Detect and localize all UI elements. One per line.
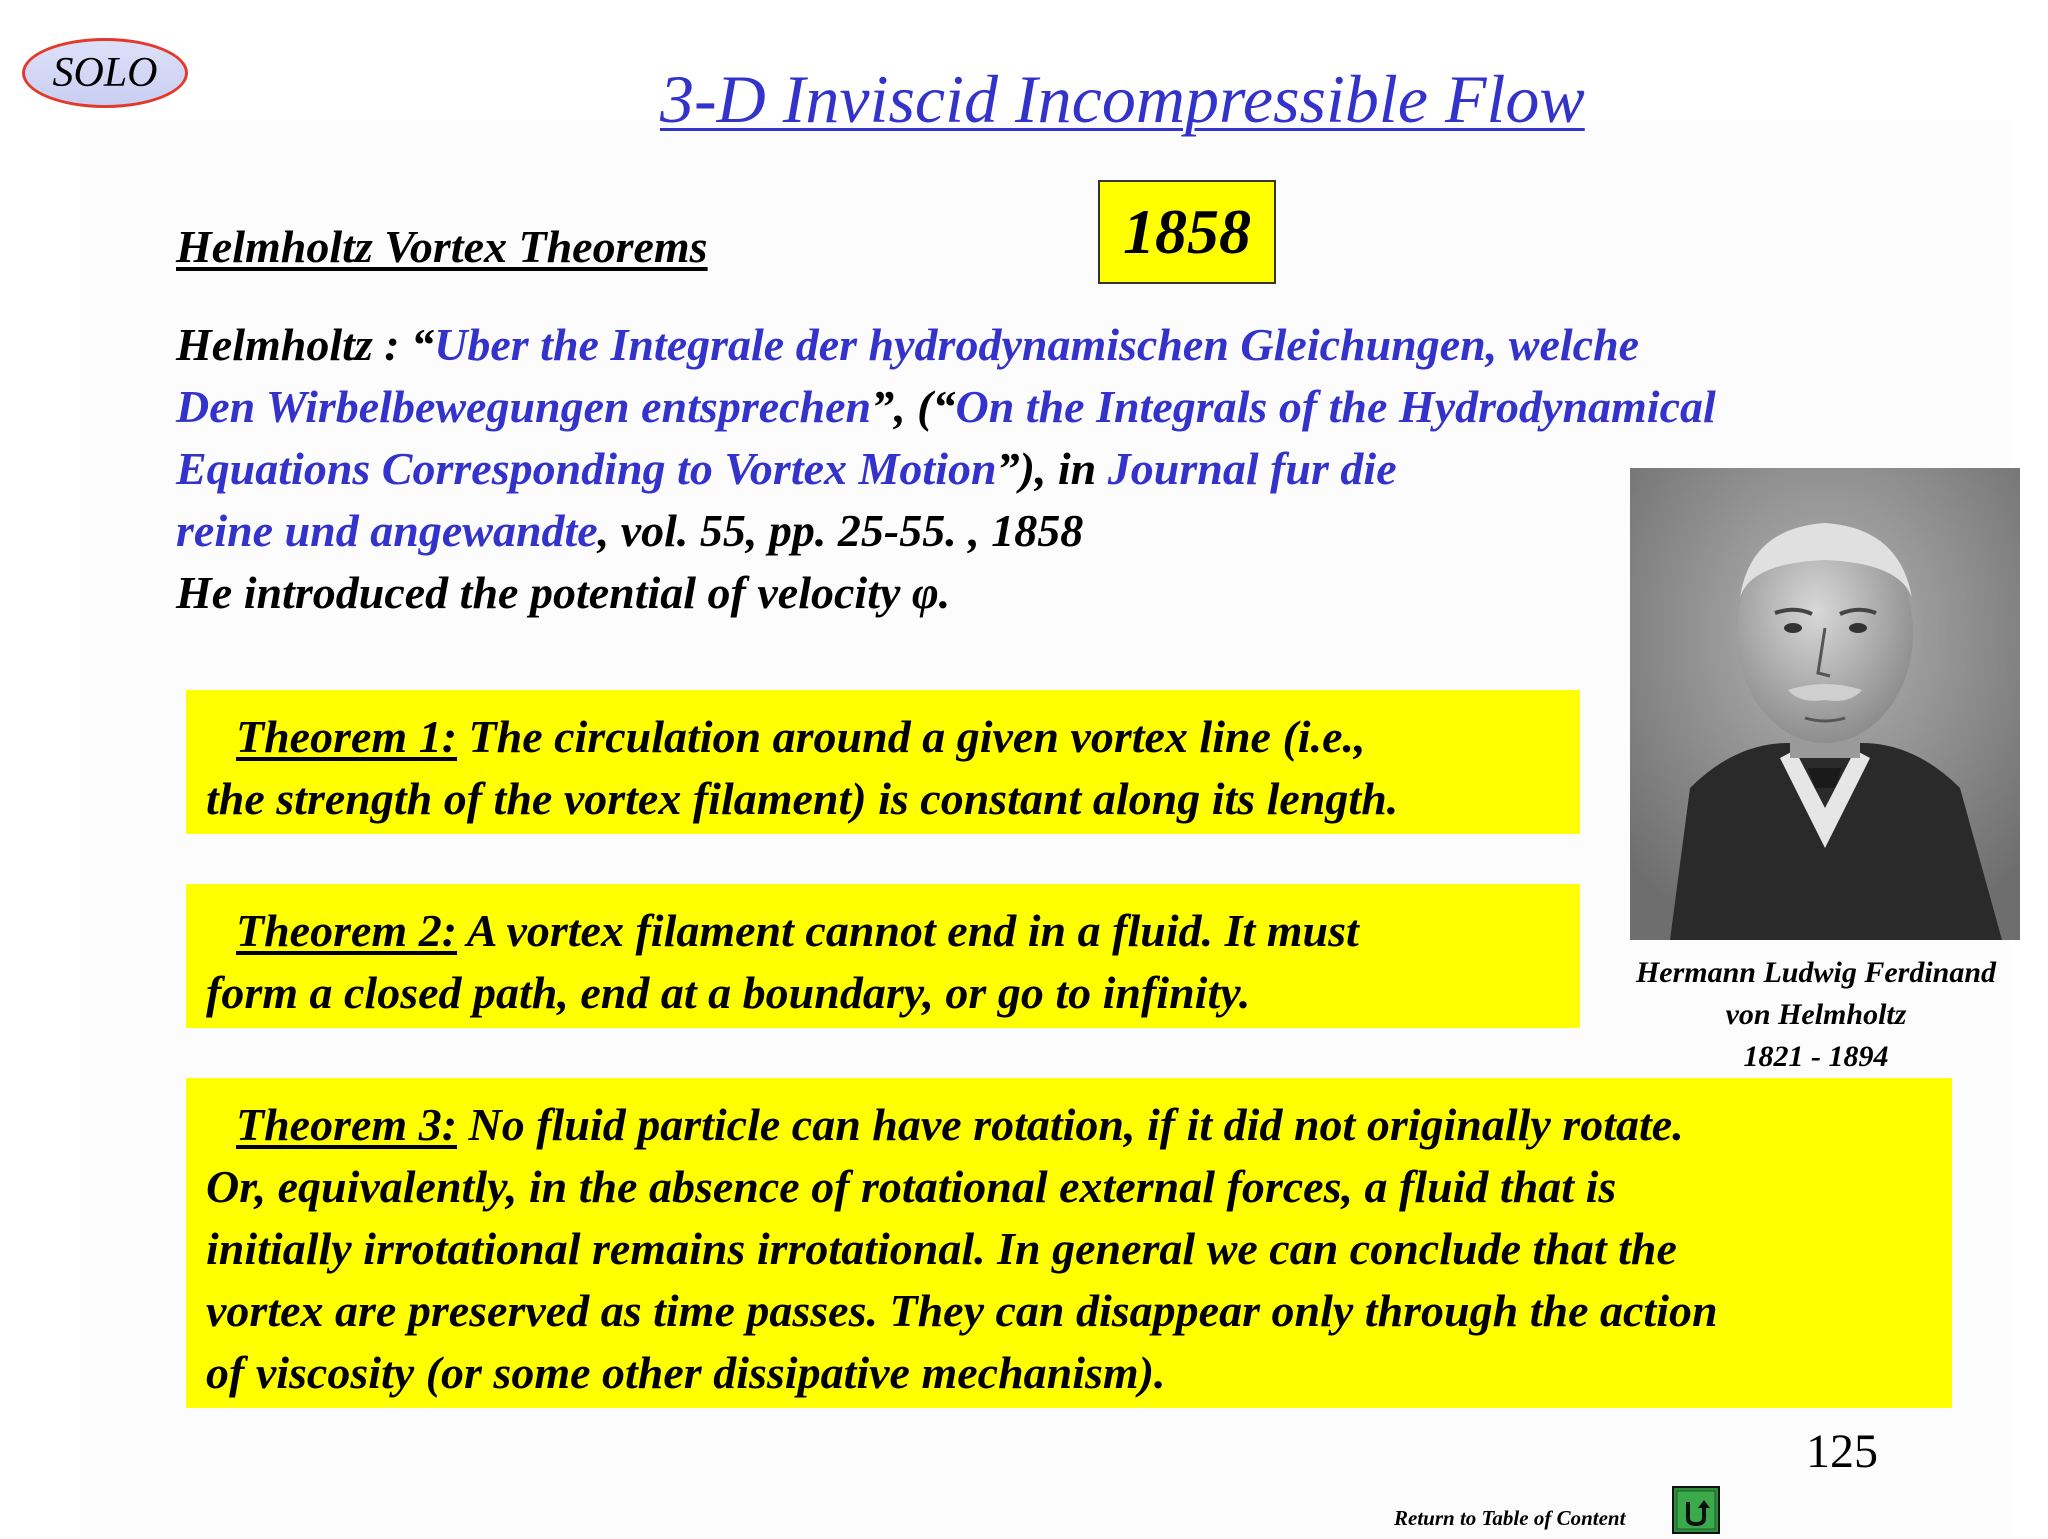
theorem-2-line-1 — [206, 900, 1562, 962]
caption-name-1: Hermann Ludwig Ferdinand — [1635, 956, 1997, 989]
reference-journal-1: Journal fur die — [1107, 443, 1397, 494]
section-subtitle: Helmholtz Vortex Theorems — [176, 221, 708, 272]
caption-dates: 1821 - 1894 — [1743, 1040, 1889, 1073]
reference-english-title-2: Equations Corresponding to Vortex Motion — [176, 443, 997, 494]
theorem-2-label: Theorem 2: — [236, 905, 458, 956]
theorem-3-text-3: initially irrotational remains irrotational. In general we can conclude that the — [206, 1223, 1677, 1274]
year-badge — [1098, 180, 1276, 284]
theorem-3-line-1 — [206, 1094, 1934, 1156]
reference-volume: , vol. 55, pp. 25-55. , 1858 — [597, 505, 1084, 556]
reference-line-1 — [176, 314, 1936, 376]
reference-punct-1: ”, (“ — [871, 381, 956, 432]
theorem-3-text-2: Or, equivalently, in the absence of rotational external forces, a fluid that is — [206, 1161, 1617, 1212]
solo-logo-text: SOLO — [52, 50, 158, 96]
page-title: 3-D Inviscid Incompressible Flow — [660, 61, 1585, 137]
theorem-3-text-1: No fluid particle can have rotation, if it did not originally rotate. — [457, 1099, 1684, 1150]
theorem-1-text-2: the strength of the vortex filament) is constant along its length. — [206, 773, 1399, 824]
theorem-1-line-1 — [206, 706, 1562, 768]
theorem-3-box — [186, 1078, 1952, 1408]
reference-line-2 — [176, 376, 1936, 438]
portrait-caption — [1596, 952, 2036, 1078]
reference-english-title-1: On the Integrals of the Hydrodynamical — [955, 381, 1716, 432]
reference-author: Helmholtz : “ — [176, 319, 435, 370]
return-arrow-icon[interactable] — [1672, 1486, 1720, 1534]
solo-logo — [22, 38, 188, 108]
theorem-2-text-2: form a closed path, end at a boundary, or go to infinity. — [206, 967, 1251, 1018]
reference-punct-2: ”), in — [996, 443, 1108, 494]
theorem-1-text-1: The circulation around a given vortex line (i.e., — [457, 711, 1366, 762]
return-to-toc-link[interactable]: Return to Table of Content — [1394, 1506, 1626, 1530]
theorem-1-label: Theorem 1: — [236, 711, 458, 762]
helmholtz-portrait — [1630, 468, 2020, 940]
reference-german-title-1: Uber the Integrale der hydrodynamischen Gleichungen, welche — [434, 319, 1640, 370]
page-number: 125 — [1806, 1425, 1878, 1478]
theorem-3-label: Theorem 3: — [236, 1099, 458, 1150]
theorem-3-text-4: vortex are preserved as time passes. They can disappear only through the action — [206, 1285, 1718, 1336]
theorem-2-text-1: A vortex filament cannot end in a fluid. It must — [457, 905, 1359, 956]
year-badge-text: 1858 — [1123, 196, 1251, 267]
reference-german-title-2: Den Wirbelbewegungen entsprechen — [176, 381, 872, 432]
portrait-photo — [1630, 468, 2020, 940]
theorem-3-text-5: of viscosity (or some other dissipative mechanism). — [206, 1347, 1166, 1398]
reference-line-5: He introduced the potential of velocity φ. — [176, 567, 951, 618]
caption-name-2: von Helmholtz — [1725, 998, 1907, 1031]
theorem-2-box — [186, 884, 1580, 1028]
theorem-1-box — [186, 690, 1580, 834]
reference-journal-2: reine und angewandte — [176, 505, 598, 556]
